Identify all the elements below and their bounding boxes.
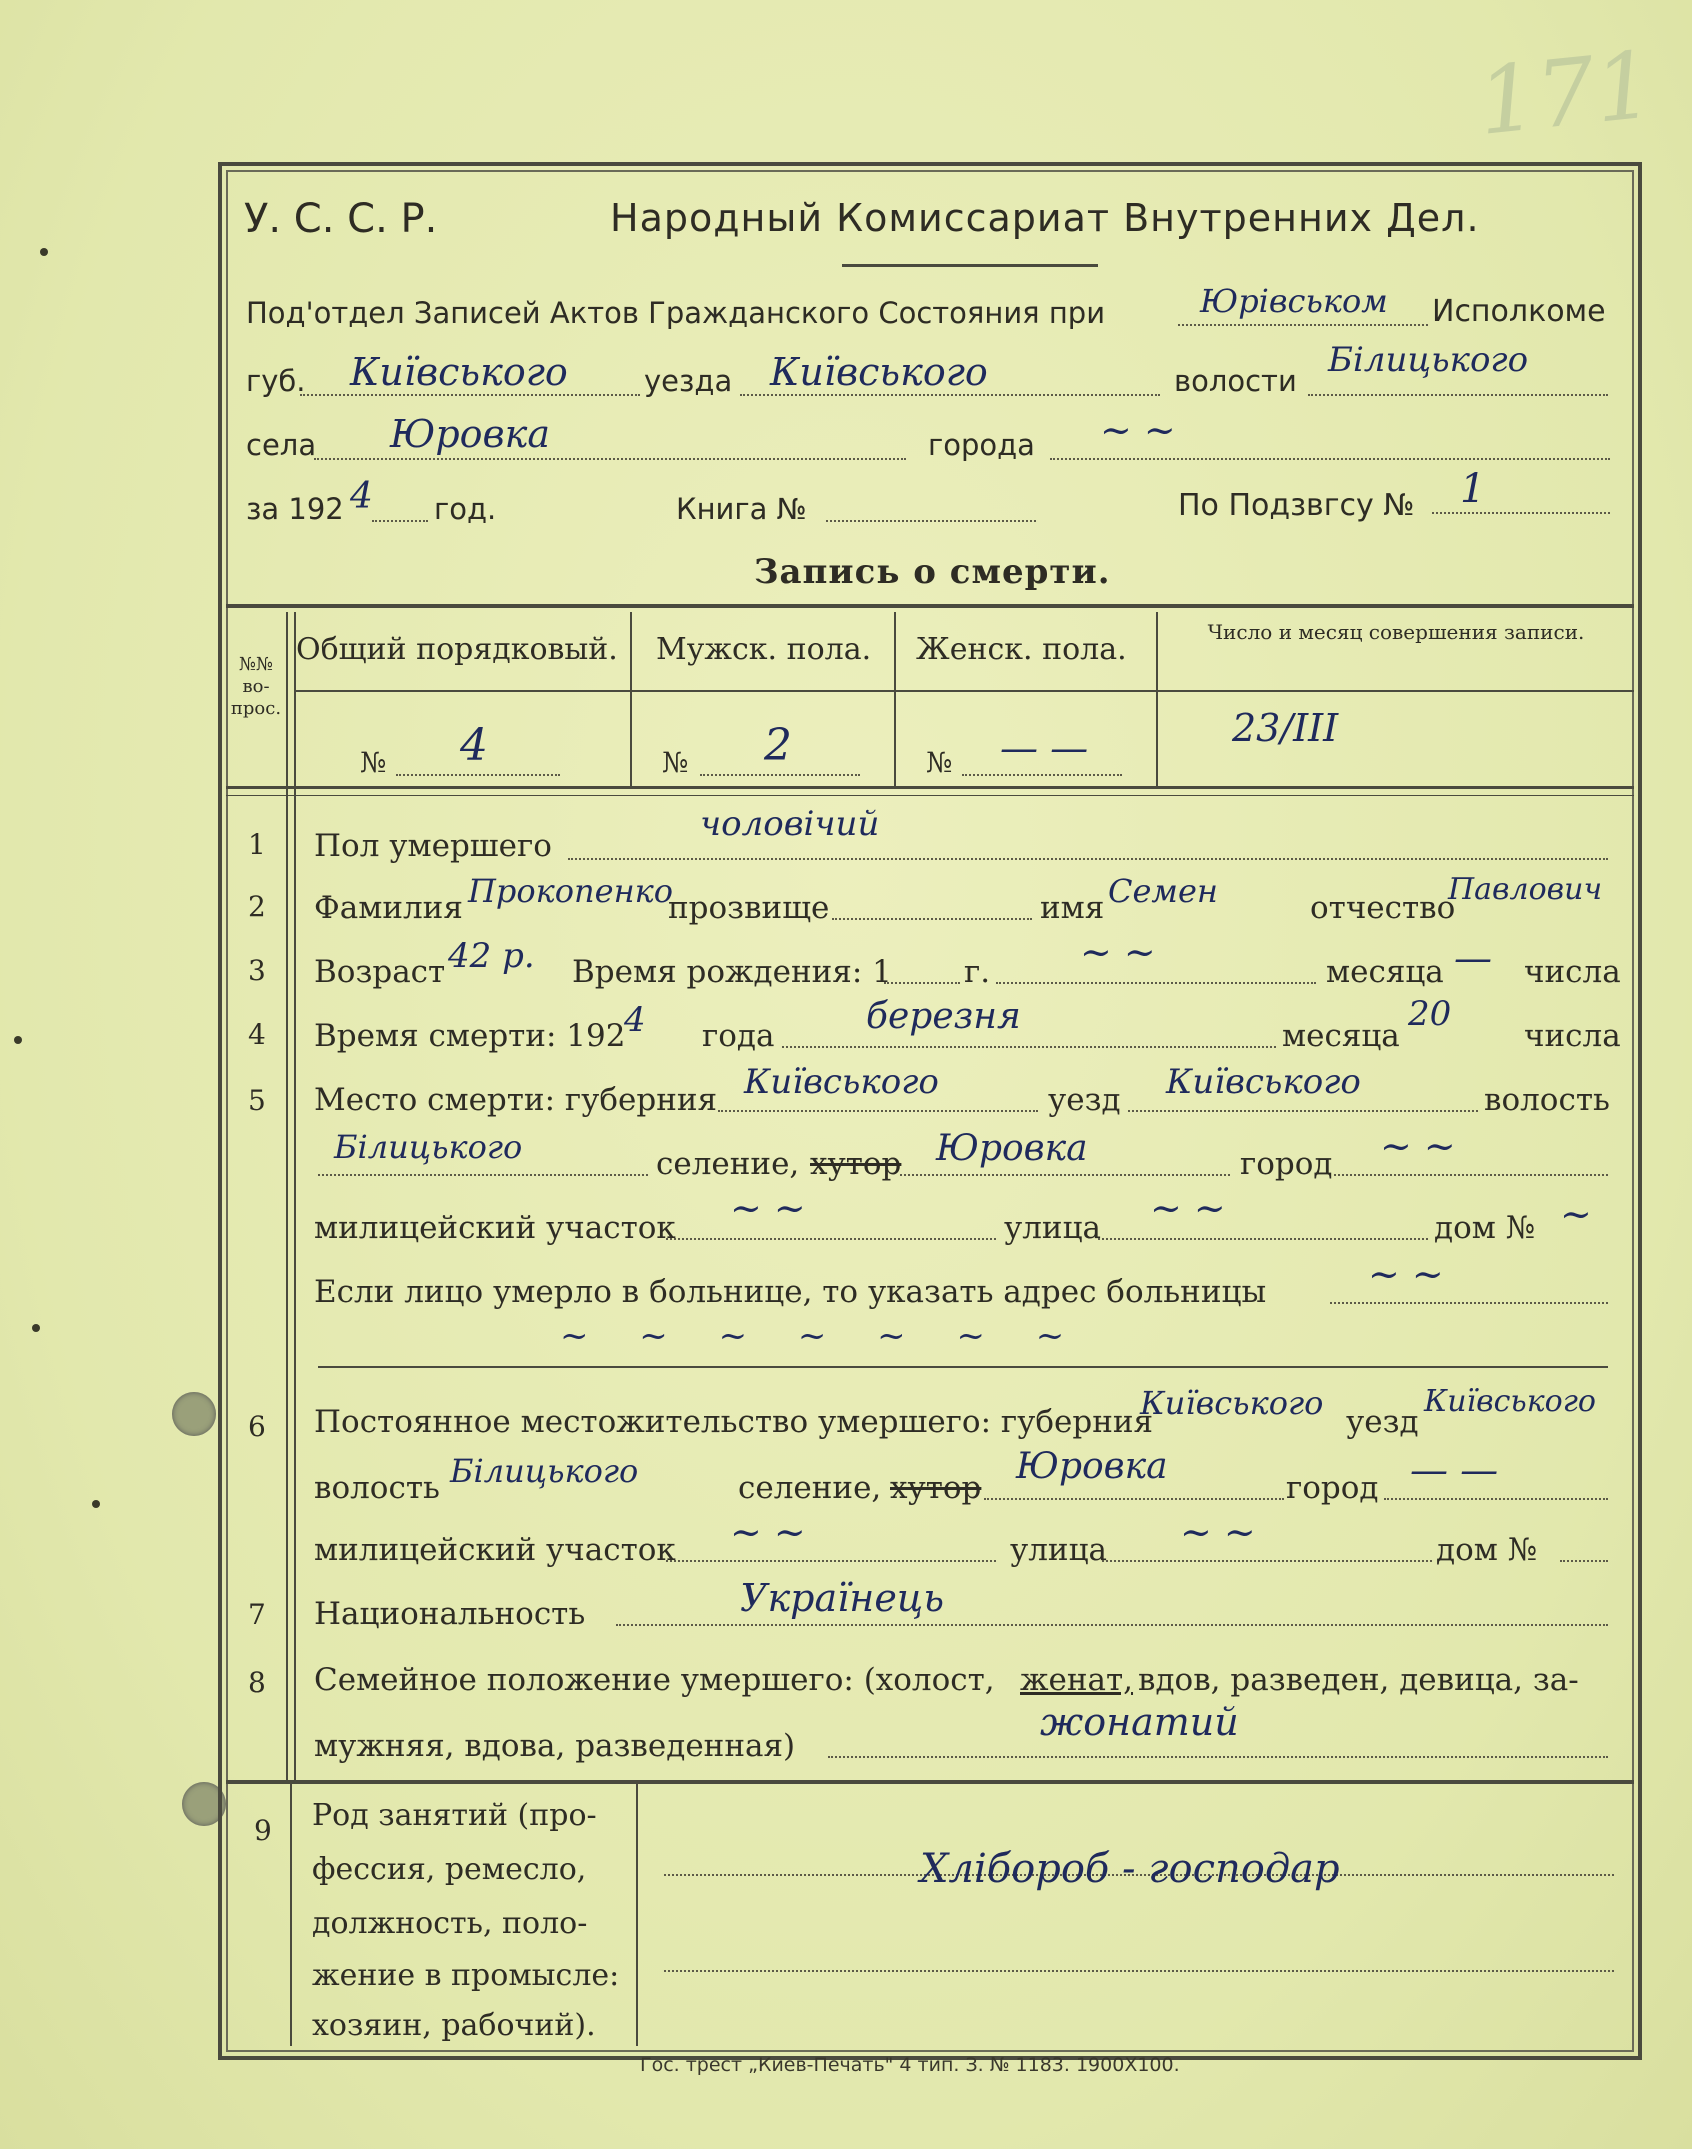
subdept-label: Под'отдел Записей Актов Гражданского Состояния при: [246, 296, 1106, 330]
print-footer: Гос. трест „Киев-Печать" 4 тип. З. № 1183. 1900Х100.: [640, 2054, 1180, 2076]
death-volost-value: Білицького: [334, 1128, 523, 1166]
death-selo-label: селение,: [656, 1146, 800, 1182]
ussr-heading: У. С. С. Р.: [244, 196, 438, 242]
ispolkom-label: Исполкоме: [1432, 294, 1606, 329]
residence-gorod-value: — —: [1410, 1448, 1499, 1492]
residence-street-value: ~ ~: [1180, 1510, 1256, 1554]
residence-volost-value: Білицького: [450, 1452, 639, 1490]
row-9-number: 9: [254, 1814, 272, 1847]
residence-house-label: дом №: [1436, 1532, 1538, 1568]
occupation-label-4: жение в промысле:: [312, 1958, 620, 1993]
death-house-label: дом №: [1434, 1210, 1536, 1246]
birth-month-value: —: [1454, 936, 1492, 980]
occupation-label-1: Род занятий (про-: [312, 1798, 597, 1833]
occupation-label-2: фессия, ремесло,: [312, 1852, 587, 1887]
year-prefix: за 192: [246, 492, 344, 526]
selo-value: Юровка: [390, 412, 551, 456]
year-value: 4: [350, 476, 373, 517]
death-gub-value: Київського: [744, 1062, 939, 1102]
death-day-value: 20: [1408, 994, 1452, 1034]
hospital-label: Если лицо умерло в больнице, то указать адрес больницы: [314, 1274, 1267, 1310]
occupation-value: Хлібороб - господар: [920, 1846, 1340, 1892]
surname-label: Фамилия: [314, 890, 463, 926]
gorod-label: города: [928, 428, 1035, 462]
table-top-rule: [226, 604, 1634, 608]
death-place-label: Место смерти: губерния: [314, 1082, 718, 1118]
birth-month-label: месяца: [1326, 954, 1444, 990]
marital-value: жонатий: [1040, 1700, 1239, 1744]
col-male-header: Мужск. пола.: [656, 632, 872, 667]
birth-day-label: числа: [1524, 954, 1621, 990]
age-value: 42 р.: [448, 936, 535, 976]
col-general-header: Общий порядковый.: [296, 632, 618, 667]
volost-label: волости: [1174, 364, 1297, 398]
death-street-label: улица: [1004, 1210, 1102, 1246]
death-year-value: 4: [624, 1000, 646, 1040]
row-5-number: 5: [248, 1084, 266, 1117]
col-num-header: №№ во- прос.: [230, 654, 282, 719]
residence-militia-label: милицейский участок: [314, 1532, 676, 1568]
hospital-value: ~ ~: [1368, 1252, 1444, 1296]
record-date-value: 23/III: [1232, 706, 1339, 750]
death-uezd-label: уезд: [1048, 1082, 1121, 1118]
row-9-top-rule: [226, 1780, 1634, 1784]
general-value: 4: [460, 720, 488, 771]
residence-street-label: улица: [1010, 1532, 1108, 1568]
death-gorod-label: город: [1240, 1146, 1333, 1182]
col-date-header: Число и месяц совершения записи.: [1207, 620, 1585, 644]
row-7-number: 7: [248, 1598, 266, 1631]
female-no: №: [926, 746, 953, 779]
speck: [32, 1324, 40, 1332]
surname-value: Прокопенко: [468, 872, 674, 910]
row-1-value: чоловічий: [700, 804, 880, 844]
general-no: №: [360, 746, 387, 779]
gub-value: Київського: [350, 350, 568, 394]
residence-uezd-value: Київського: [1424, 1384, 1596, 1419]
residence-label: Постоянное местожительство умершего: губерния: [314, 1404, 1154, 1440]
nationality-label: Национальность: [314, 1596, 586, 1632]
row-3-number: 3: [248, 954, 266, 987]
death-month-label: месяца: [1282, 1018, 1400, 1054]
residence-volost-label: волость: [314, 1470, 440, 1506]
occupation-label-5: хозяин, рабочий).: [312, 2008, 596, 2043]
death-month-value: березня: [866, 996, 1021, 1037]
header-rule: [842, 264, 1098, 267]
podsvod-label: По Подзвгсу №: [1178, 488, 1415, 523]
col-female-header: Женск. пола.: [916, 632, 1127, 667]
name-value: Семен: [1108, 872, 1218, 910]
marital-label-line2: мужняя, вдова, разведенная): [314, 1728, 796, 1764]
residence-khutor-label: хутор: [890, 1470, 982, 1506]
kniga-label: Книга №: [676, 492, 807, 526]
residence-selo-label: селение,: [738, 1470, 882, 1506]
male-no: №: [662, 746, 689, 779]
death-day-label: числа: [1524, 1018, 1621, 1054]
name-label: имя: [1040, 890, 1105, 926]
death-house-value: ~: [1560, 1192, 1592, 1236]
death-volost-label: волость: [1484, 1082, 1610, 1118]
birth-year-suffix: г.: [964, 954, 991, 990]
commissariat-heading: Народный Комиссариат Внутренних Дел.: [610, 196, 1480, 240]
male-value: 2: [764, 720, 792, 771]
record-title: Запись о смерти.: [754, 552, 1111, 592]
residence-gub-value: Київського: [1140, 1384, 1324, 1422]
row-6-number: 6: [248, 1410, 266, 1443]
hospital-rule: [318, 1366, 1608, 1368]
nationality-value: Українець: [740, 1576, 945, 1620]
residence-gorod-label: город: [1286, 1470, 1379, 1506]
podsvod-value: 1: [1460, 466, 1486, 512]
speck: [14, 1036, 22, 1044]
selo-label: села: [246, 428, 317, 462]
death-khutor-label: хутор: [810, 1146, 902, 1182]
birth-label: Время рождения: 1: [572, 954, 892, 990]
num-column-rule: [286, 612, 288, 1780]
uezd-label: уезда: [644, 364, 733, 398]
archive-page-number: 171: [1472, 31, 1659, 156]
row-2-number: 2: [248, 890, 266, 923]
marital-option-zhenat: женат,: [1020, 1662, 1134, 1698]
row-8-number: 8: [248, 1666, 266, 1699]
residence-uezd-label: уезд: [1346, 1404, 1419, 1440]
residence-militia-value: ~ ~: [730, 1510, 806, 1554]
punch-hole: [172, 1392, 216, 1436]
occupation-divider: [636, 1784, 638, 2046]
female-value: — —: [1000, 726, 1089, 770]
death-militia-value: ~ ~: [730, 1186, 806, 1230]
gorod-value: ~ ~: [1100, 408, 1176, 452]
residence-selo-value: Юровка: [1016, 1446, 1168, 1487]
death-militia-label: милицейский участок: [314, 1210, 676, 1246]
uezd-value: Київського: [770, 350, 988, 394]
marital-label-line1: Семейное положение умершего: (холост,: [314, 1662, 995, 1698]
death-gorod-value: ~ ~: [1380, 1124, 1456, 1168]
hospital-value-line2: ~ ~ ~ ~ ~ ~ ~: [560, 1316, 1085, 1356]
nickname-label: прозвище: [668, 890, 830, 926]
occupation-label-3: должность, поло-: [312, 1906, 588, 1941]
age-label: Возраст: [314, 954, 446, 990]
patronymic-value: Павлович: [1448, 872, 1603, 907]
volost-value: Білицького: [1328, 340, 1529, 380]
birth-year-value: ~ ~: [1080, 930, 1156, 974]
year-suffix: год.: [434, 492, 497, 526]
speck: [92, 1500, 100, 1508]
marital-label-rest: вдов, разведен, девица, за-: [1138, 1662, 1579, 1698]
row-4-number: 4: [248, 1018, 266, 1051]
patronymic-label: отчество: [1310, 890, 1456, 926]
death-selo-value: Юровка: [936, 1128, 1088, 1169]
speck: [40, 248, 48, 256]
row-1-number: 1: [248, 828, 266, 861]
death-uezd-value: Київського: [1166, 1062, 1361, 1102]
subdept-value: Юрівськом: [1200, 282, 1388, 320]
death-time-label: Время смерти: 192: [314, 1018, 626, 1054]
death-year-suffix: года: [702, 1018, 775, 1054]
death-street-value: ~ ~: [1150, 1186, 1226, 1230]
table-bottom-rule: [226, 786, 1634, 789]
gub-label: губ.: [246, 364, 306, 398]
row-1-label: Пол умершего: [314, 828, 552, 864]
